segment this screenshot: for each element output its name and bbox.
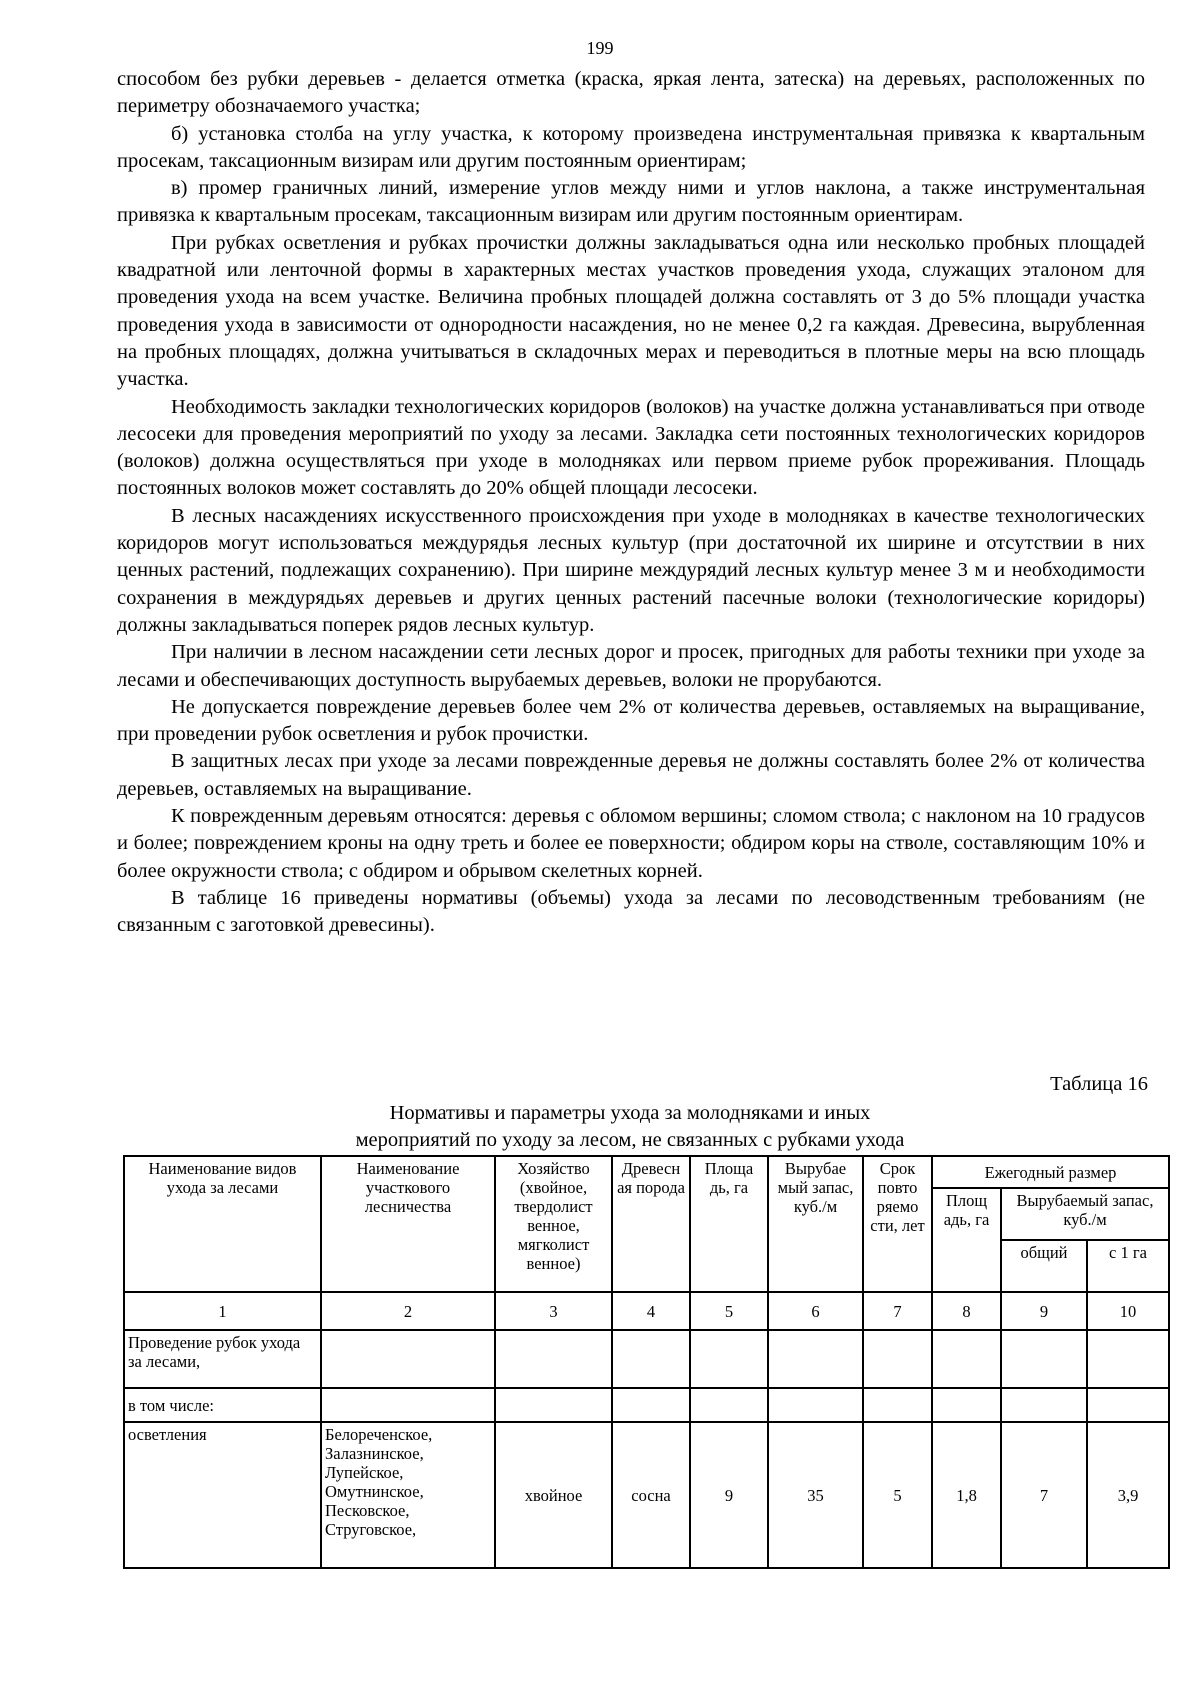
row-stock: 35: [768, 1422, 863, 1568]
column-number: 9: [1001, 1292, 1087, 1330]
table-title-line: Нормативы и параметры ухода за молодняками и иных: [389, 1102, 871, 1124]
table-row: [124, 1330, 1169, 1388]
row-species: сосна: [612, 1422, 690, 1568]
paragraph: В таблице 16 приведены нормативы (объемы) ухода за лесами по лесоводственным требованиям (не связанным с заготовкой древесины).: [117, 886, 1145, 937]
row-period: 5: [863, 1422, 932, 1568]
header-forestry: Наименование участкового лесничества: [321, 1156, 495, 1292]
paragraph: При наличии в лесном насаждении сети лесных дорог и просек, пригодных для работы техники при уходе за лесами и обеспечивающих доступность вырубаемых деревьев, волоки не прорубаются.: [117, 641, 1145, 691]
table-title-line: мероприятий по уходу за лесом, не связанных с рубками ухода: [355, 1129, 905, 1151]
paragraph: При рубках осветления и рубках прочистки должны закладываться одна или несколько пробных площадей квадратной или ленточной формы в характерных местах участков проведения ухода, служащих эталоном для проведения ухода на всем участке. Величина пробных площадей должна составлять от 3 до 5% площади участка проведения ухода в зависимости от однородности насаждения, но не менее 0,2 га каждая. Древесина, вырубленная на пробных площадях, должна учитываться в складочных мерах и переводиться в плотные меры на всю площадь участка.: [117, 231, 1145, 391]
row-name: осветления: [124, 1422, 321, 1568]
column-number: 7: [863, 1292, 932, 1330]
table-row: [124, 1422, 1169, 1568]
body-text: [117, 66, 1145, 940]
row-annual-per-ha: 3,9: [1087, 1422, 1169, 1568]
column-number: 4: [612, 1292, 690, 1330]
paragraph: б) установка столба на углу участка, к которому произведена инструментальная привязка к квартальным просекам, таксационным визирам или другим постоянным ориентирам;: [117, 122, 1145, 172]
row-name: в том числе:: [124, 1388, 321, 1422]
column-number: 10: [1087, 1292, 1169, 1330]
column-number: 2: [321, 1292, 495, 1330]
header-cut-stock: Вырубае мый запас, куб./м: [768, 1156, 863, 1292]
header-area: Площа дь, га: [690, 1156, 768, 1292]
header-annual: Ежегодный размер: [932, 1156, 1169, 1188]
row-farm: хвойное: [495, 1422, 612, 1568]
row-name: Проведение рубок ухода за лесами,: [124, 1330, 321, 1388]
row-area: 9: [690, 1422, 768, 1568]
column-number: 1: [124, 1292, 321, 1330]
paragraph: способом без рубки деревьев - делается отметка (краска, яркая лента, затеска) на деревьях, расположенных по периметру обозначаемого участка;: [117, 68, 1145, 118]
paragraph: В защитных лесах при уходе за лесами поврежденные деревья не должны составлять более 2% от количества деревьев, оставляемых на выращивание.: [117, 750, 1145, 800]
paragraph: Не допускается повреждение деревьев более чем 2% от количества деревьев, оставляемых на выращивание, при проведении рубок осветления и рубок прочистки.: [117, 695, 1145, 746]
column-number: 5: [690, 1292, 768, 1330]
header-farm: Хозяйство (хвойное, твердолист венное, мягколист венное): [495, 1156, 612, 1292]
paragraph: К поврежденным деревьям относятся: деревья с обломом вершины; сломом ствола; с наклоном на 10 градусов и более; повреждением кроны на одну треть и более ее поверхности; обдиром коры на стволе, составляющим 10% и более окружности ствола; с обдиром и обрывом скелетных корней.: [117, 805, 1145, 882]
header-annual-area: Площ адь, га: [932, 1188, 1001, 1292]
column-number: 6: [768, 1292, 863, 1330]
header-period: Срок повто ряемо сти, лет: [863, 1156, 932, 1292]
column-number: 3: [495, 1292, 612, 1330]
paragraph: Необходимость закладки технологических коридоров (волоков) на участке должна устанавливаться при отводе лесосеки для проведения мероприятий по уходу за лесами. Закладка сети постоянных технологических коридоров (волоков) должна осуществляться при уходе в молодняках или первом приеме рубок прореживания. Площадь постоянных волоков может составлять до 20% общей площади лесосеки.: [117, 395, 1145, 500]
table-label: Таблица 16: [1050, 1073, 1148, 1095]
paragraph: В лесных насаждениях искусственного происхождения при уходе в молодняках в качестве технологических коридоров могут использоваться междурядья лесных культур (при достаточной их ширине и отсутствии в них ценных растений, подлежащих сохранению). При ширине междурядий лесных культур менее 3 м и необходимости сохранения в междурядьях деревьев и других ценных растений пасечные волоки (технологические коридоры) должны закладываться поперек рядов лесных культур.: [117, 504, 1145, 636]
header-annual-total: общий: [1001, 1240, 1087, 1292]
row-annual-area: 1,8: [932, 1422, 1001, 1568]
row-annual-total: 7: [1001, 1422, 1087, 1568]
page-number: 199: [586, 38, 614, 58]
header-care-type: Наименование видов ухода за лесами: [124, 1156, 321, 1292]
paragraph: в) промер граничных линий, измерение углов между ними и углов наклона, а также инструментальная привязка к квартальным просекам, таксационным визирам или другим постоянным ориентирам.: [117, 177, 1145, 227]
row-forestry: Белореченское, Залазнинское, Лупейское, Омутнинское, Песковское, Струговское,: [321, 1422, 495, 1568]
header-species: Древесн ая порода: [612, 1156, 690, 1292]
norms-table: [123, 1155, 1170, 1569]
column-number: 8: [932, 1292, 1001, 1330]
header-annual-per-ha: с 1 га: [1087, 1240, 1169, 1292]
table-title: [240, 1100, 1020, 1154]
header-annual-stock: Вырубаемый запас, куб./м: [1001, 1188, 1169, 1240]
column-number-row: [124, 1292, 1169, 1330]
table-row: [124, 1388, 1169, 1422]
